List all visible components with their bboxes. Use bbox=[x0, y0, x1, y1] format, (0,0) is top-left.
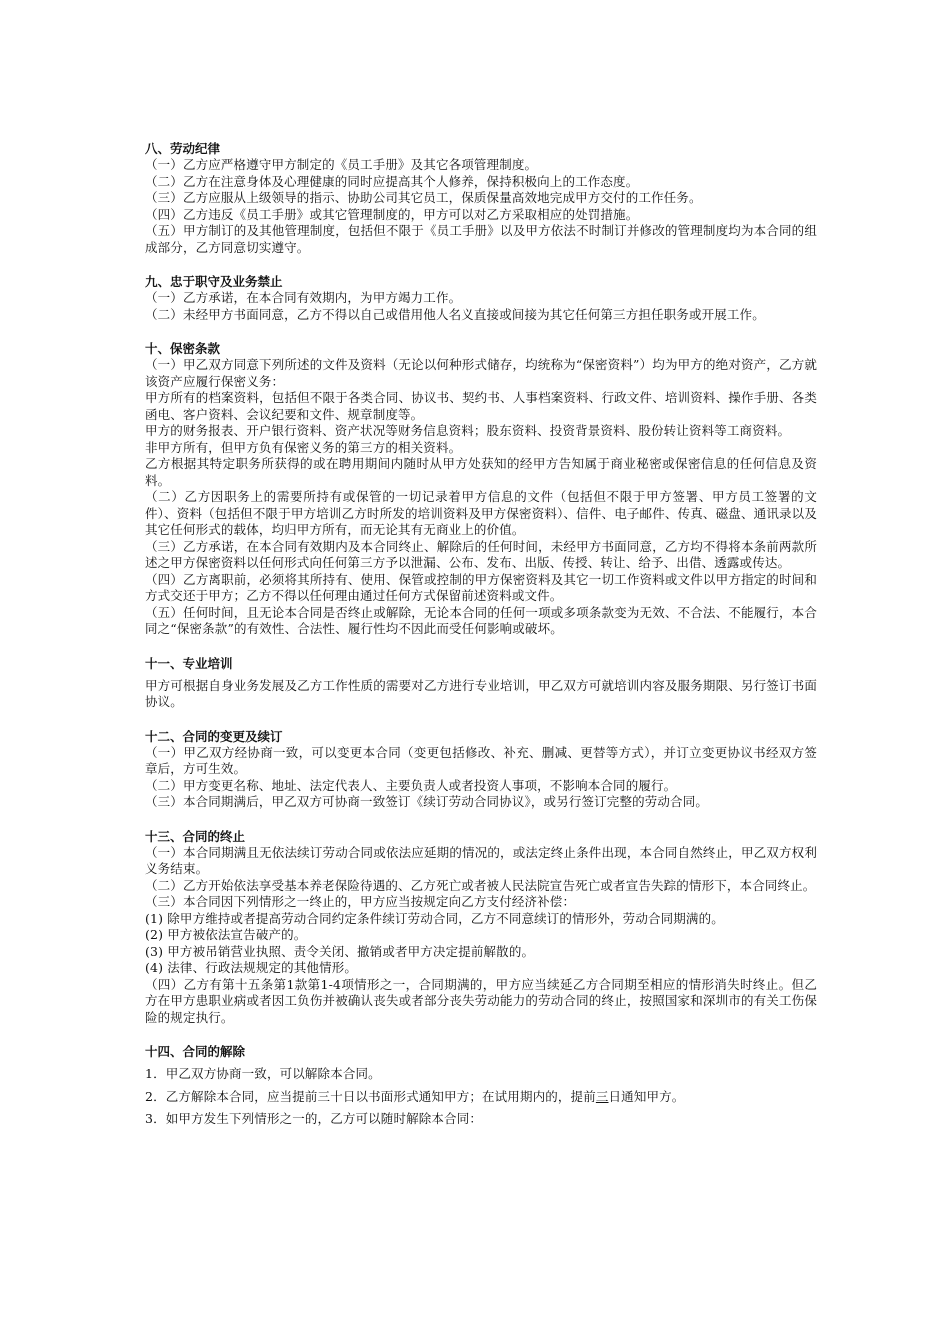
clause: （三）本合同因下列情形之一终止的，甲方应当按规定向乙方支付经济补偿： bbox=[145, 894, 576, 909]
section-loyalty bbox=[145, 273, 817, 323]
clause: （三）乙方应服从上级领导的指示、协助公司其它员工，保质保量高效地完成甲方交付的工作任务。 bbox=[145, 190, 702, 205]
numbered-clause: 1．甲乙双方协商一致，可以解除本合同。 bbox=[145, 1066, 381, 1081]
clause: (2) 甲方被依法宣告破产的。 bbox=[145, 927, 307, 942]
clause: （三）本合同期满后，甲乙双方可协商一致签订《续订劳动合同协议》，或另行签订完整的劳动合同。 bbox=[145, 794, 709, 809]
clause: （五）甲方制订的及其他管理制度，包括但不限于《员工手册》以及甲方依法不时制订并修改的管理制度均为本合同的组成部分，乙方同意切实遵守。 bbox=[145, 223, 817, 255]
clause: （二）未经甲方书面同意，乙方不得以自己或借用他人名义直接或间接为其它任何第三方担任职务或开展工作。 bbox=[145, 306, 765, 322]
clause-text: 日通知甲方。 bbox=[608, 1088, 685, 1104]
section-confidentiality bbox=[145, 340, 817, 638]
clause: 非甲方所有，但甲方负有保密义务的第三方的相关资料。 bbox=[145, 439, 462, 455]
section-title: 八、劳动纪律 bbox=[145, 141, 221, 156]
numbered-clause bbox=[145, 1089, 817, 1106]
section-title: 十二、合同的变更及续订 bbox=[145, 728, 283, 744]
clause: （一）甲乙双方经协商一致，可以变更本合同（变更包括修改、补充、删减、更替等方式），并订立变更协议书经双方签章后，方可生效。 bbox=[145, 744, 817, 776]
clause: （一）本合同期满且无依法续订劳动合同或依法应延期的情况的，或法定终止条件出现，本合同自然终止，甲乙双方权利义务结束。 bbox=[145, 844, 817, 876]
section-title: 十一、专业培训 bbox=[145, 655, 233, 671]
clause: （一）乙方承诺，在本合同有效期内，为甲方竭力工作。 bbox=[145, 290, 462, 305]
clause-text: 2．乙方解除本合同，应当提前三十日以书面形式通知甲方；在试用期内的，提前 bbox=[145, 1088, 596, 1104]
clause: (4) 法律、行政法规规定的其他情形。 bbox=[145, 960, 358, 975]
clause: （四）乙方违反《员工手册》或其它管理制度的，甲方可以对乙方采取相应的处罚措施。 bbox=[145, 206, 639, 222]
contract-page bbox=[145, 140, 817, 1134]
clause: （一）乙方应严格遵守甲方制定的《员工手册》及其它各项管理制度。 bbox=[145, 157, 538, 172]
clause: （二）乙方开始依法享受基本养老保险待遇的、乙方死亡或者被人民法院宣告死亡或者宣告失踪的情形下，本合同终止。 bbox=[145, 877, 816, 893]
clause: 甲方的财务报表、开户银行资料、资产状况等财务信息资料；股东资料、投资背景资料、股份转让资料等工商资料。 bbox=[145, 423, 791, 438]
clause: （五）任何时间，且无论本合同是否终止或解除，无论本合同的任何一项或多项条款变为无效、不合法、不能履行，本合同之“保密条款”的有效性、合法性、履行性均不因此而受任何影响或破坏。 bbox=[145, 604, 817, 636]
clause: 甲方所有的档案资料，包括但不限于各类合同、协议书、契约书、人事档案资料、行政文件、培训资料、操作手册、各类函电、客户资料、会议纪要和文件、规章制度等。 bbox=[145, 390, 817, 422]
clause: （四）乙方离职前，必须将其所持有、使用、保管或控制的甲方保密资料及其它一切工作资料或文件以甲方指定的时间和方式交还于甲方；乙方不得以任何理由通过任何方式保留前述资料或文件。 bbox=[145, 571, 817, 603]
numbered-clause: 3．如甲方发生下列情形之一的，乙方可以随时解除本合同： bbox=[145, 1111, 483, 1126]
clause: （四）乙方有第十五条第1款第1-4项情形之一，合同期满的，甲方应当续延乙方合同期至相应的情形消失时终止。但乙方在甲方患职业病或者因工负伤并被确认丧失或者部分丧失劳动能力的劳动合同的终止，按照国家和深圳市的有关工伤保险的规定执行。 bbox=[145, 976, 817, 1025]
section-title: 十、保密条款 bbox=[145, 341, 221, 356]
clause: （三）乙方承诺，在本合同有效期内及本合同终止、解除后的任何时间，未经甲方书面同意，乙方均不得将本条前两款所述之甲方保密资料以任何形式向任何第三方予以泄漏、公布、发布、出版、传授、转让、给予、出借、透露或传达。 bbox=[145, 538, 817, 570]
clause: (3) 甲方被吊销营业执照、责令关闭、撤销或者甲方决定提前解散的。 bbox=[145, 943, 535, 959]
clause: （二）乙方在注意身体及心理健康的同时应提高其个人修养，保持积极向上的工作态度。 bbox=[145, 173, 639, 189]
underlined-days: 三 bbox=[595, 1088, 609, 1104]
section-termination bbox=[145, 828, 817, 1027]
section-training bbox=[145, 655, 817, 711]
section-title: 十四、合同的解除 bbox=[145, 1044, 246, 1059]
clause: 乙方根据其特定职务所获得的或在聘用期间内随时从甲方处获知的经甲方告知属于商业秘密或保密信息的任何信息及资料。 bbox=[145, 456, 817, 488]
section-amendment bbox=[145, 728, 817, 811]
section-title: 九、忠于职守及业务禁止 bbox=[145, 274, 283, 289]
section-labor-discipline bbox=[145, 140, 817, 256]
clause: （二）乙方因职务上的需要所持有或保管的一切记录着甲方信息的文件（包括但不限于甲方签署、甲方员工签署的文件）、资料（包括但不限于甲方培训乙方时所发的培训资料及甲方保密资料）、信件、电子邮件、传真、磁盘、通讯录以及其它任何形式的载体，均归甲方所有，而无论其有无商业上的价值。 bbox=[145, 489, 817, 537]
section-title: 十三、合同的终止 bbox=[145, 828, 246, 844]
clause: （二）甲方变更名称、地址、法定代表人、主要负责人或者投资人事项，不影响本合同的履行。 bbox=[145, 777, 677, 793]
clause: （一）甲乙双方同意下列所述的文件及资料（无论以何种形式储存，均统称为“保密资料”）均为甲方的绝对资产，乙方就该资产应履行保密义务： bbox=[145, 357, 817, 389]
section-rescission bbox=[145, 1043, 817, 1128]
clause: 甲方可根据自身业务发展及乙方工作性质的需要对乙方进行专业培训，甲乙双方可就培训内容及服务期限、另行签订书面协议。 bbox=[145, 677, 817, 709]
clause: (1) 除甲方维持或者提高劳动合同约定条件续订劳动合同，乙方不同意续订的情形外，劳动合同期满的。 bbox=[145, 910, 724, 926]
